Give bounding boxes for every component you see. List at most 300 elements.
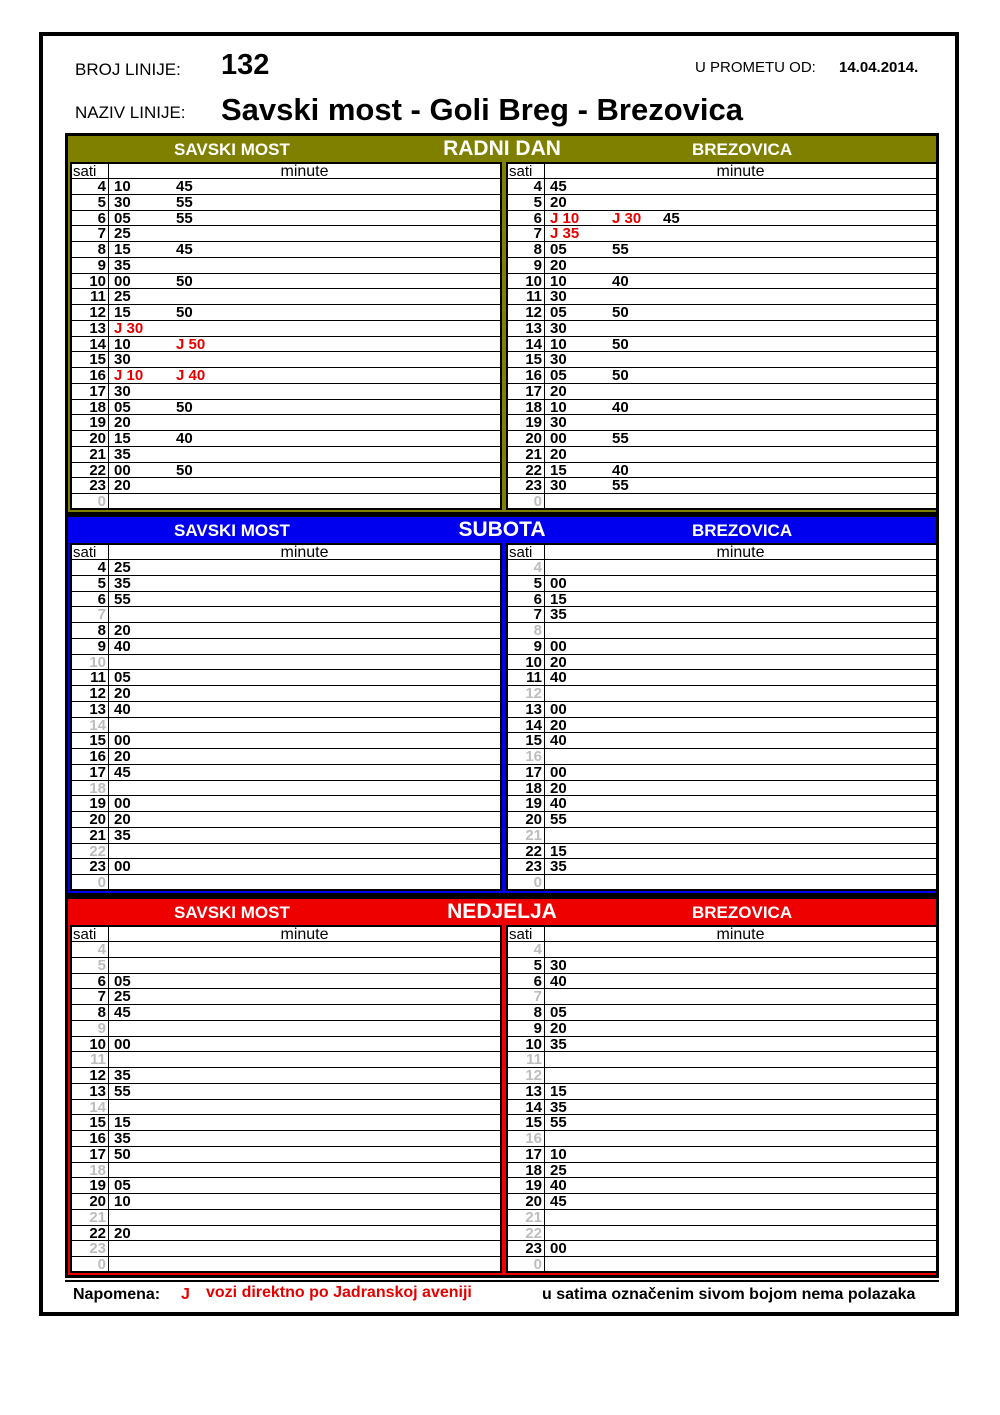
right-direction-panel <box>506 925 938 1273</box>
hour-cell: 4 <box>72 560 109 575</box>
hour-cell: 0 <box>508 494 545 510</box>
departure-minute: 55 <box>114 1082 131 1100</box>
hour-cell: 22 <box>72 844 109 859</box>
hour-row <box>72 1021 500 1037</box>
departure-minute: 05 <box>114 669 131 687</box>
hour-cell: 14 <box>72 718 109 733</box>
hour-cell: 10 <box>72 1037 109 1052</box>
hour-cell: 15 <box>72 352 109 367</box>
hour-row <box>72 1241 500 1257</box>
hour-row <box>508 859 936 875</box>
hour-row <box>508 749 936 765</box>
minutes-column-header: minute <box>280 926 329 943</box>
hours-column-header: sati <box>508 927 545 941</box>
hour-cell: 12 <box>508 686 545 701</box>
hour-row <box>508 1163 936 1179</box>
hour-row <box>508 195 936 211</box>
departure-minute: 30 <box>550 956 567 974</box>
hour-row <box>508 384 936 400</box>
section-radni-dan <box>65 133 939 515</box>
departure-minute: 55 <box>114 590 131 608</box>
departure-minute: 45 <box>550 178 567 195</box>
hour-cell: 8 <box>72 1005 109 1020</box>
departure-minute: 35 <box>114 1130 131 1147</box>
departure-minute: 35 <box>114 826 131 844</box>
hour-cell: 16 <box>508 749 545 764</box>
hour-row <box>72 1068 500 1084</box>
hour-cell: 7 <box>72 226 109 241</box>
from-stop: SAVSKI MOST <box>174 521 290 540</box>
departure-minute: 30 <box>550 477 567 495</box>
hour-row <box>72 226 500 242</box>
departure-minute: 20 <box>550 256 567 274</box>
hour-cell: 4 <box>508 942 545 957</box>
section-header <box>68 136 936 162</box>
column-header-row <box>72 164 500 179</box>
hour-row <box>508 1131 936 1147</box>
hour-row <box>72 1131 500 1147</box>
hour-cell: 14 <box>508 718 545 733</box>
hour-row <box>72 576 500 592</box>
departure-minute: 40 <box>114 637 131 655</box>
section-header <box>68 899 936 925</box>
hours-column-header: sati <box>72 164 109 178</box>
hour-row <box>72 670 500 686</box>
departure-minute: 20 <box>550 653 567 671</box>
hours-column-header: sati <box>72 545 109 559</box>
hour-cell: 18 <box>508 400 545 415</box>
hour-row <box>508 400 936 416</box>
hour-cell: 9 <box>508 639 545 654</box>
departure-minute: 05 <box>550 241 567 258</box>
departure-minute: 00 <box>550 430 567 447</box>
hour-cell: 14 <box>72 337 109 352</box>
hour-cell: 13 <box>508 702 545 717</box>
valid-from-label: U PROMETU OD: <box>695 59 816 76</box>
hour-row <box>72 560 500 576</box>
hour-row <box>72 337 500 353</box>
section-header <box>68 517 936 543</box>
hour-cell: 8 <box>72 623 109 638</box>
departure-minute: 00 <box>550 637 567 655</box>
minutes-column-header: minute <box>716 163 765 180</box>
hour-cell: 23 <box>508 478 545 493</box>
hour-cell: 23 <box>508 1241 545 1256</box>
hour-cell: 17 <box>508 384 545 399</box>
departure-minute: 35 <box>114 1067 131 1084</box>
hours-column-header: sati <box>508 164 545 178</box>
hour-row <box>508 1084 936 1100</box>
day-type: SUBOTA <box>458 518 546 541</box>
hour-row <box>72 211 500 227</box>
departure-minute: 00 <box>114 461 131 479</box>
hour-row <box>508 702 936 718</box>
departure-minute: 00 <box>114 272 131 290</box>
hour-row <box>72 321 500 337</box>
hour-cell: 5 <box>508 958 545 973</box>
hour-cell: 10 <box>508 655 545 670</box>
hour-row <box>508 781 936 797</box>
hour-row <box>508 844 936 860</box>
column-header-row <box>72 927 500 942</box>
hour-row <box>508 1226 936 1242</box>
departure-minute: 05 <box>550 304 567 321</box>
note-symbol-text: vozi direktno po Jadranskoj aveniji <box>206 1284 472 1301</box>
departure-minute: 00 <box>550 700 567 718</box>
hour-row <box>72 607 500 623</box>
hour-cell: 7 <box>508 226 545 241</box>
hour-cell: 10 <box>508 274 545 289</box>
departure-minute: 45 <box>663 209 680 227</box>
departure-minute: 45 <box>550 1193 567 1210</box>
hour-cell: 21 <box>72 828 109 843</box>
hour-cell: 15 <box>508 352 545 367</box>
departure-minute: 35 <box>550 1035 567 1053</box>
departure-minute: 00 <box>114 795 131 813</box>
departure-minute: 40 <box>550 972 567 990</box>
departure-minute: 50 <box>612 335 629 353</box>
departure-minute: 10 <box>114 178 131 195</box>
departure-minute: 50 <box>114 1145 131 1163</box>
hour-cell: 4 <box>508 179 545 194</box>
hour-row <box>72 623 500 639</box>
hour-cell: 15 <box>508 1115 545 1130</box>
departure-minute: 55 <box>612 241 629 258</box>
departure-minute: 10 <box>550 398 567 416</box>
minutes-column-header: minute <box>280 163 329 180</box>
day-type: RADNI DAN <box>443 137 561 160</box>
hour-cell: 20 <box>508 1194 545 1209</box>
hour-row <box>72 368 500 384</box>
hour-row <box>72 749 500 765</box>
hour-row <box>72 859 500 875</box>
hour-row <box>72 1257 500 1273</box>
hour-cell: 5 <box>72 195 109 210</box>
departure-minute: 15 <box>114 241 131 258</box>
departure-minute: 45 <box>176 241 193 258</box>
departure-minute: 35 <box>114 445 131 463</box>
hour-cell: 11 <box>72 670 109 685</box>
hour-row <box>72 942 500 958</box>
hour-cell: 5 <box>72 958 109 973</box>
departure-minute: 15 <box>550 842 567 860</box>
departure-minute: 25 <box>114 288 131 306</box>
right-direction-panel <box>506 162 938 510</box>
departure-minute: 40 <box>176 430 193 447</box>
hour-cell: 0 <box>72 1257 109 1273</box>
hour-row <box>508 828 936 844</box>
to-stop: BREZOVICA <box>692 140 793 159</box>
departure-minute: 15 <box>550 1082 567 1100</box>
hour-row <box>72 431 500 447</box>
hour-cell: 14 <box>72 1100 109 1115</box>
hour-row <box>72 974 500 990</box>
left-direction-panel <box>70 543 502 891</box>
to-stop: BREZOVICA <box>692 521 793 540</box>
hour-row <box>72 242 500 258</box>
hour-row <box>72 844 500 860</box>
departure-minute: 55 <box>612 430 629 447</box>
hour-cell: 6 <box>72 974 109 989</box>
departure-minute: J 40 <box>176 367 206 384</box>
hour-cell: 6 <box>508 211 545 226</box>
hour-cell: 15 <box>72 733 109 748</box>
hour-row <box>72 702 500 718</box>
hour-row <box>508 958 936 974</box>
hour-cell: 22 <box>508 844 545 859</box>
hour-row <box>508 305 936 321</box>
departure-minute: 00 <box>550 574 567 592</box>
hour-cell: 5 <box>72 576 109 591</box>
hour-cell: 16 <box>72 368 109 383</box>
column-header-row <box>508 164 936 179</box>
hour-cell: 17 <box>72 384 109 399</box>
column-header-row <box>72 545 500 560</box>
hour-row <box>72 352 500 368</box>
column-header-row <box>508 927 936 942</box>
departure-minute: 55 <box>176 209 193 227</box>
from-stop: SAVSKI MOST <box>174 140 290 159</box>
hour-cell: 20 <box>508 431 545 446</box>
hour-row <box>72 1178 500 1194</box>
departure-minute: 30 <box>550 288 567 306</box>
hour-row <box>508 337 936 353</box>
departure-minute: J 35 <box>550 225 580 243</box>
hour-cell: 7 <box>72 607 109 622</box>
hour-cell: 23 <box>508 859 545 874</box>
section-nedjelja <box>65 896 939 1278</box>
hour-row <box>508 274 936 290</box>
hour-cell: 19 <box>508 1178 545 1193</box>
hour-row <box>72 1037 500 1053</box>
hour-cell: 16 <box>508 368 545 383</box>
departure-minute: 30 <box>114 382 131 400</box>
hour-cell: 10 <box>72 274 109 289</box>
departure-minute: 15 <box>114 430 131 447</box>
hour-row <box>508 352 936 368</box>
hour-row <box>508 592 936 608</box>
hour-row <box>72 1147 500 1163</box>
hour-row <box>508 1257 936 1273</box>
departure-minute: 50 <box>612 304 629 321</box>
hour-cell: 17 <box>508 765 545 780</box>
hour-row <box>508 560 936 576</box>
hour-row <box>72 400 500 416</box>
departure-minute: 20 <box>114 1224 131 1242</box>
departure-minute: 20 <box>114 748 131 765</box>
hour-row <box>508 1147 936 1163</box>
departure-minute: 10 <box>114 1193 131 1210</box>
hour-cell: 12 <box>72 686 109 701</box>
hour-cell: 19 <box>508 796 545 811</box>
departure-minute: 15 <box>114 1114 131 1132</box>
hour-cell: 18 <box>72 400 109 415</box>
hour-cell: 16 <box>72 1131 109 1146</box>
departure-minute: 15 <box>550 590 567 608</box>
hour-cell: 15 <box>72 1115 109 1130</box>
hour-cell: 14 <box>508 337 545 352</box>
hour-row <box>508 447 936 463</box>
valid-from-date: 14.04.2014. <box>839 59 919 76</box>
hour-cell: 10 <box>72 655 109 670</box>
departure-minute: J 10 <box>114 367 144 384</box>
to-stop: BREZOVICA <box>692 903 793 922</box>
departure-minute: 35 <box>114 256 131 274</box>
hour-row <box>72 1115 500 1131</box>
hour-cell: 6 <box>72 211 109 226</box>
hour-cell: 21 <box>72 1210 109 1225</box>
hour-row <box>72 1100 500 1116</box>
departure-minute: 10 <box>114 335 131 353</box>
hour-cell: 20 <box>508 812 545 827</box>
departure-minute: 20 <box>114 622 131 639</box>
hour-cell: 11 <box>508 289 545 304</box>
hour-row <box>72 1226 500 1242</box>
hour-cell: 6 <box>508 592 545 607</box>
departure-minute: 55 <box>176 193 193 211</box>
departure-minute: 05 <box>550 367 567 384</box>
departure-minute: 25 <box>114 988 131 1006</box>
hour-cell: 4 <box>72 942 109 957</box>
hour-cell: 18 <box>72 781 109 796</box>
departure-minute: 00 <box>114 732 131 750</box>
minutes-column-header: minute <box>716 926 765 943</box>
hour-cell: 16 <box>508 1131 545 1146</box>
hours-column-header: sati <box>72 927 109 941</box>
hour-cell: 8 <box>72 242 109 257</box>
hour-row <box>508 258 936 274</box>
hour-row <box>72 289 500 305</box>
departure-minute: 20 <box>550 382 567 400</box>
hour-cell: 20 <box>72 812 109 827</box>
hour-row <box>72 781 500 797</box>
hour-cell: 20 <box>72 1194 109 1209</box>
hour-row <box>508 1037 936 1053</box>
hour-cell: 18 <box>508 1163 545 1178</box>
hour-row <box>72 796 500 812</box>
hour-row <box>508 226 936 242</box>
hour-row <box>508 463 936 479</box>
hour-row <box>72 1210 500 1226</box>
hour-row <box>508 796 936 812</box>
hour-cell: 23 <box>72 478 109 493</box>
note-gray-text: u satima označenim sivom bojom nema polazaka <box>542 1286 916 1303</box>
hour-cell: 15 <box>508 733 545 748</box>
hour-cell: 19 <box>72 796 109 811</box>
line-number: 132 <box>221 49 270 81</box>
hour-row <box>508 431 936 447</box>
hour-cell: 14 <box>508 1100 545 1115</box>
hour-cell: 13 <box>72 321 109 336</box>
departure-minute: 00 <box>550 1240 567 1258</box>
departure-minute: 20 <box>114 414 131 432</box>
hour-row <box>72 733 500 749</box>
departure-minute: 00 <box>114 1035 131 1053</box>
hour-cell: 22 <box>72 1226 109 1241</box>
hour-cell: 0 <box>508 1257 545 1273</box>
minutes-column-header: minute <box>716 544 765 561</box>
hour-row <box>508 242 936 258</box>
departure-minute: J 10 <box>550 209 580 227</box>
departure-minute: 55 <box>550 811 567 828</box>
hour-row <box>72 989 500 1005</box>
departure-minute: 05 <box>114 209 131 227</box>
left-direction-panel <box>70 162 502 510</box>
hour-cell: 21 <box>508 828 545 843</box>
departure-minute: J 30 <box>114 319 144 337</box>
departure-minute: 05 <box>114 1177 131 1195</box>
hour-row <box>72 274 500 290</box>
departure-minute: 40 <box>612 461 629 479</box>
hour-cell: 11 <box>72 1052 109 1067</box>
hour-cell: 18 <box>508 781 545 796</box>
hour-row <box>508 1021 936 1037</box>
departure-minute: 10 <box>550 1145 567 1163</box>
hour-row <box>508 576 936 592</box>
footnote <box>65 1280 939 1308</box>
departure-minute: 30 <box>550 414 567 432</box>
hour-row <box>508 1052 936 1068</box>
departure-minute: 45 <box>114 763 131 781</box>
hour-cell: 12 <box>508 305 545 320</box>
departure-minute: 05 <box>114 398 131 416</box>
departure-minute: 20 <box>550 716 567 734</box>
hour-row <box>508 875 936 891</box>
hour-cell: 21 <box>72 447 109 462</box>
hour-cell: 5 <box>508 576 545 591</box>
departure-minute: 40 <box>612 398 629 416</box>
hour-cell: 23 <box>72 1241 109 1256</box>
hour-cell: 4 <box>72 179 109 194</box>
hour-row <box>72 875 500 891</box>
hour-row <box>508 607 936 623</box>
hour-row <box>72 812 500 828</box>
hour-row <box>72 1052 500 1068</box>
departure-minute: 50 <box>612 367 629 384</box>
hour-row <box>72 195 500 211</box>
hour-cell: 8 <box>508 242 545 257</box>
section-subota <box>65 514 939 896</box>
hour-cell: 7 <box>508 989 545 1004</box>
from-stop: SAVSKI MOST <box>174 903 290 922</box>
hour-cell: 6 <box>72 592 109 607</box>
hour-row <box>508 321 936 337</box>
hour-cell: 17 <box>72 1147 109 1162</box>
hour-cell: 0 <box>72 494 109 510</box>
departure-minute: 40 <box>114 700 131 718</box>
note-label: Napomena: <box>73 1286 161 1303</box>
hour-cell: 0 <box>72 875 109 891</box>
hour-cell: 19 <box>72 415 109 430</box>
hour-cell: 12 <box>508 1068 545 1083</box>
departure-minute: 25 <box>550 1161 567 1179</box>
departure-minute: 35 <box>550 858 567 876</box>
hour-cell: 9 <box>72 639 109 654</box>
departure-minute: 50 <box>176 272 193 290</box>
hour-row <box>72 305 500 321</box>
departure-minute: J 50 <box>176 335 206 353</box>
departure-minute: 35 <box>550 1098 567 1116</box>
hour-row <box>508 415 936 431</box>
hour-cell: 9 <box>72 258 109 273</box>
departure-minute: 50 <box>176 304 193 321</box>
departure-minute: 05 <box>550 1004 567 1021</box>
departure-minute: 30 <box>114 193 131 211</box>
departure-minute: 15 <box>550 461 567 479</box>
hour-row <box>508 639 936 655</box>
hour-row <box>508 623 936 639</box>
hour-cell: 17 <box>72 765 109 780</box>
